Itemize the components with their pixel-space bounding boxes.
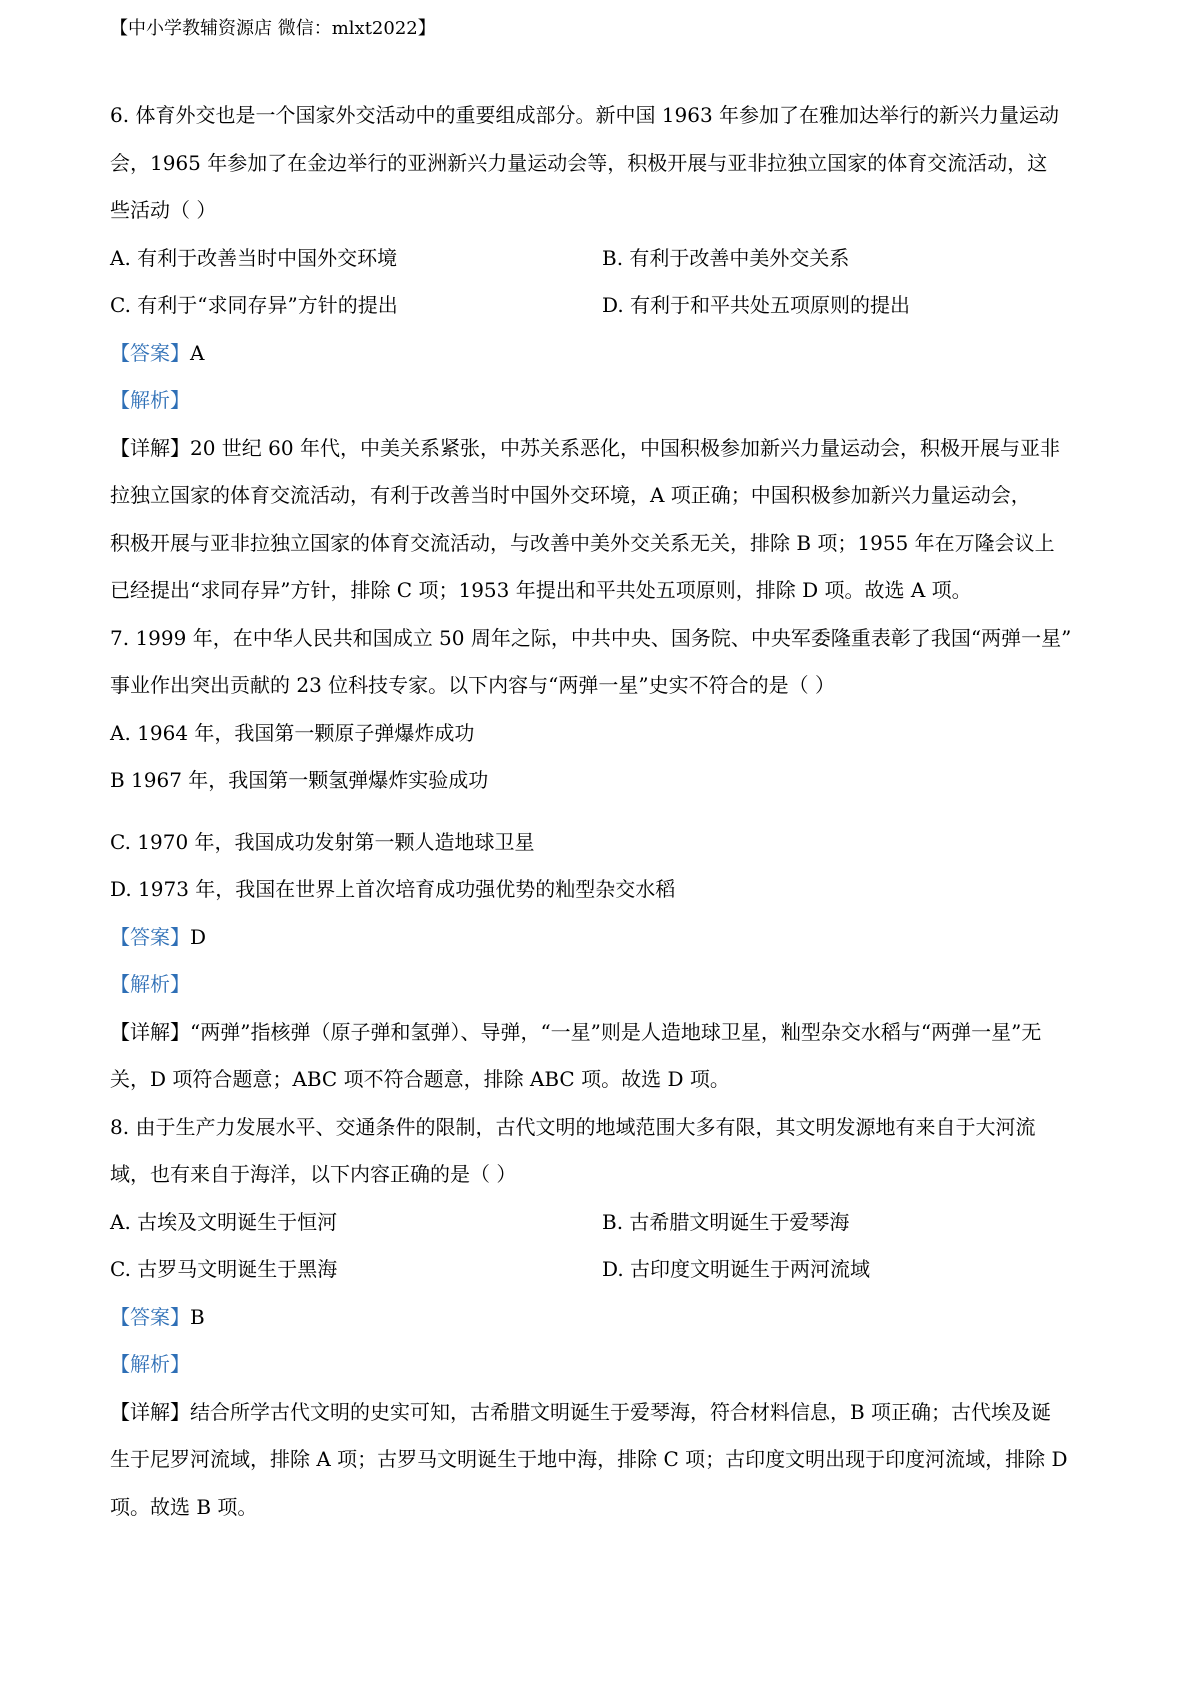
detail-line: 拉独立国家的体育交流活动，有利于改善当时中国外交环境，A 项正确；中国积极参加新兴力量运动会， xyxy=(110,483,1031,507)
option-d: D. 1973 年，我国在世界上首次培育成功强优势的籼型杂交水稻 xyxy=(110,877,676,901)
options-row xyxy=(110,1246,1100,1294)
question-stem-line: 6. 体育外交也是一个国家外交活动中的重要组成部分。新中国 1963 年参加了在雅加达举行的新兴力量运动 xyxy=(110,103,1060,127)
analysis-label: 【解析】 xyxy=(110,1352,190,1376)
analysis-label-line xyxy=(110,961,1100,1009)
answer-value: D xyxy=(190,924,207,949)
detail-text: “两弹”指核弹（原子弹和氢弹）、导弹，“一星”则是人造地球卫星，籼型杂交水稻与“两弹一星”无 xyxy=(190,1019,1042,1044)
option-a: A. 有利于改善当时中国外交环境 xyxy=(110,245,398,270)
analysis-label: 【解析】 xyxy=(110,388,190,412)
option-b: B. 古希腊文明诞生于爱琴海 xyxy=(602,1209,850,1234)
option-c: C. 1970 年，我国成功发射第一颗人造地球卫星 xyxy=(110,829,535,854)
detail-line: 已经提出“求同存异”方针，排除 C 项；1953 年提出和平共处五项原则，排除 D 项。故选 A 项。 xyxy=(110,578,972,602)
spacer xyxy=(110,805,1100,819)
question-stem-line: 域，也有来自于海洋，以下内容正确的是（ ） xyxy=(110,1162,517,1186)
analysis-label: 【解析】 xyxy=(110,972,190,996)
detail-line xyxy=(110,425,1100,473)
option-c: C. 有利于“求同存异”方针的提出 xyxy=(110,293,398,317)
question-stem-line: 8. 由于生产力发展水平、交通条件的限制，古代文明的地域范围大多有限，其文明发源地有来自于大河流 xyxy=(110,1114,1036,1139)
option-d: D. 有利于和平共处五项原则的提出 xyxy=(602,293,911,317)
option-b: B 1967 年，我国第一颗氢弹爆炸实验成功 xyxy=(110,768,489,792)
page-header: 【中小学教辅资源店 微信：mlxt2022】 xyxy=(110,18,436,39)
answer-line xyxy=(110,1294,1100,1342)
option-a: A. 1964 年，我国第一颗原子弹爆炸成功 xyxy=(110,720,475,745)
detail-line: 积极开展与亚非拉独立国家的体育交流活动，与改善中美外交关系无关，排除 B 项；1955 年在万隆会议上 xyxy=(110,530,1055,555)
detail-line xyxy=(110,1009,1100,1057)
analysis-label-line xyxy=(110,1341,1100,1389)
detail-line xyxy=(110,1389,1100,1437)
question-stem-line: 7. 1999 年，在中华人民共和国成立 50 周年之际，中共中央、国务院、中央军委隆重表彰了我国“两弹一星” xyxy=(110,625,1072,650)
question-8 xyxy=(110,1104,1100,1532)
answer-line xyxy=(110,914,1100,962)
detail-label: 【详解】 xyxy=(110,1019,190,1044)
detail-line: 生于尼罗河流域，排除 A 项；古罗马文明诞生于地中海，排除 C 项；古印度文明出现于印度河流域，排除 D xyxy=(110,1447,1068,1471)
detail-label: 【详解】 xyxy=(110,1399,190,1424)
question-stem-line: 些活动（ ） xyxy=(110,198,217,222)
question-7 xyxy=(110,615,1100,1104)
answer-value: A xyxy=(190,340,205,365)
answer-line xyxy=(110,330,1100,378)
question-6 xyxy=(110,92,1100,615)
document-body xyxy=(110,92,1100,1531)
detail-line: 项。故选 B 项。 xyxy=(110,1494,258,1519)
options-row xyxy=(110,282,1100,330)
detail-text: 20 世纪 60 年代，中美关系紧张，中苏关系恶化，中国积极参加新兴力量运动会，积极开展与亚非 xyxy=(190,435,1060,460)
option-b: B. 有利于改善中美外交关系 xyxy=(602,245,850,270)
answer-label: 【答案】 xyxy=(110,1304,190,1329)
detail-line: 关，D 项符合题意；ABC 项不符合题意，排除 ABC 项。故选 D 项。 xyxy=(110,1067,730,1091)
question-stem-line: 事业作出突出贡献的 23 位科技专家。以下内容与“两弹一星”史实不符合的是（ ） xyxy=(110,673,835,697)
options-row xyxy=(110,1199,1100,1247)
answer-value: B xyxy=(190,1304,205,1329)
answer-label: 【答案】 xyxy=(110,924,190,949)
option-d: D. 古印度文明诞生于两河流域 xyxy=(602,1257,871,1281)
detail-text: 结合所学古代文明的史实可知，古希腊文明诞生于爱琴海，符合材料信息，B 项正确；古代埃及诞 xyxy=(190,1399,1052,1424)
analysis-label-line xyxy=(110,377,1100,425)
answer-label: 【答案】 xyxy=(110,340,190,365)
option-c: C. 古罗马文明诞生于黑海 xyxy=(110,1257,338,1281)
question-stem-line: 会，1965 年参加了在金边举行的亚洲新兴力量运动会等，积极开展与亚非拉独立国家的体育交流活动，这 xyxy=(110,150,1048,175)
option-a: A. 古埃及文明诞生于恒河 xyxy=(110,1209,338,1234)
options-row xyxy=(110,235,1100,283)
detail-label: 【详解】 xyxy=(110,435,190,460)
